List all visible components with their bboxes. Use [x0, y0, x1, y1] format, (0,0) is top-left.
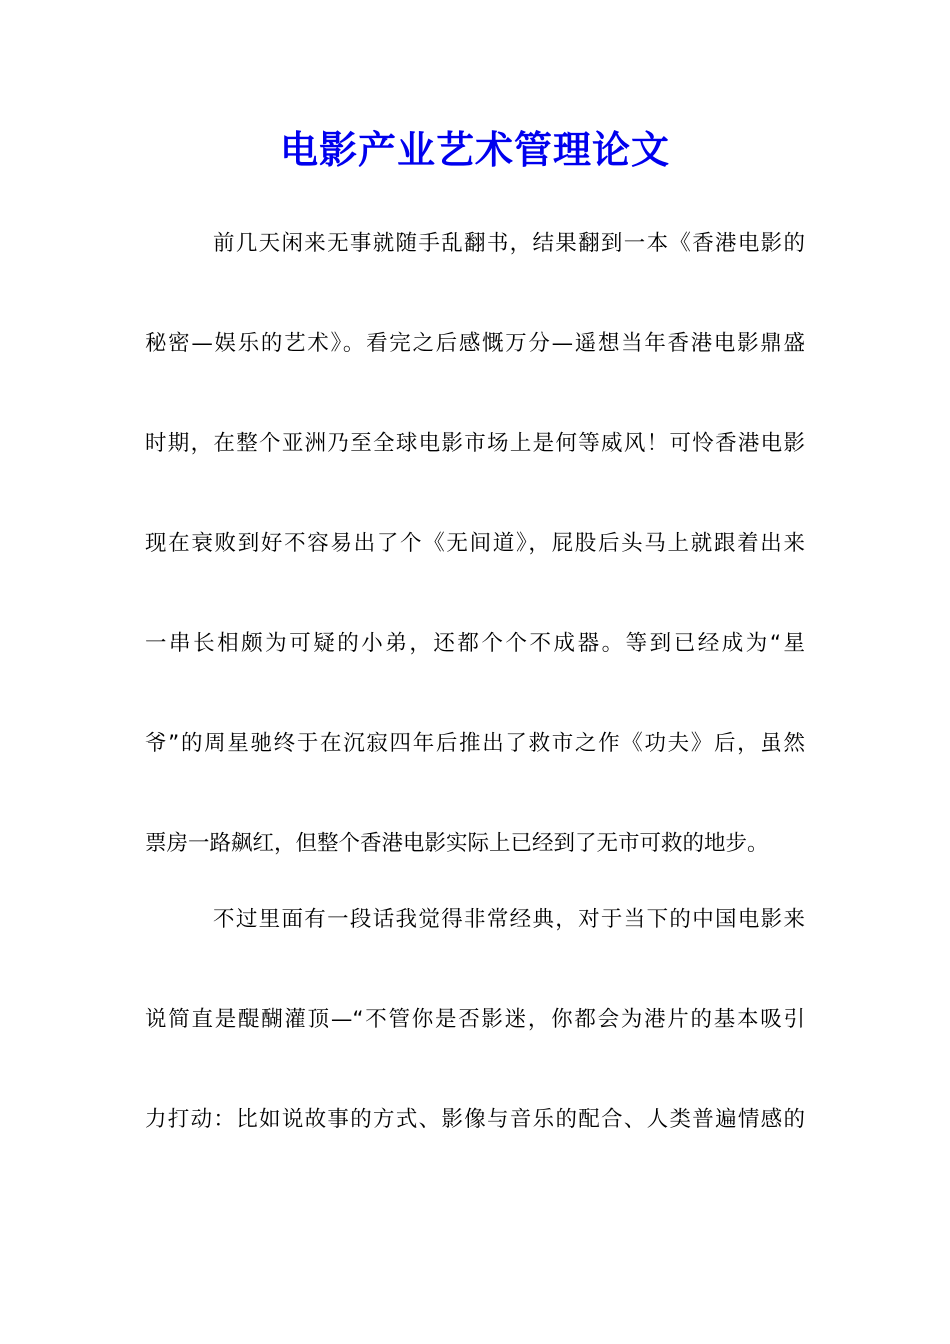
paragraph-line: 现在衰败到好不容易出了个《无间道》，屁股后头马上就跟着出来: [145, 531, 805, 556]
paragraph-line: 力打动：比如说故事的方式、影像与音乐的配合、人类普遍情感的: [145, 1107, 805, 1132]
paragraph-line: 一串长相颇为可疑的小弟，还都个个不成器。等到已经成为“星: [145, 631, 805, 656]
paragraph-1: [145, 194, 805, 894]
paragraph-line: 前几天闲来无事就随手乱翻书，结果翻到一本《香港电影的: [213, 231, 805, 256]
paragraph-line: 爷”的周星驰终于在沉寂四年后推出了救市之作《功夫》后，虽然: [145, 731, 805, 756]
paragraph-2: [145, 870, 805, 1170]
paragraph-line: 秘密—娱乐的艺术》。看完之后感慨万分—遥想当年香港电影鼎盛: [145, 331, 805, 356]
document-title: 电影产业艺术管理论文: [279, 127, 670, 172]
paragraph-line: 时期，在整个亚洲乃至全球电影市场上是何等威风！可怜香港电影: [145, 431, 805, 456]
paragraph-line: 不过里面有一段话我觉得非常经典，对于当下的中国电影来: [213, 907, 805, 932]
paragraph-line: 说简直是醍醐灌顶—“不管你是否影迷，你都会为港片的基本吸引: [145, 1007, 805, 1032]
paragraph-line: 票房一路飙红，但整个香港电影实际上已经到了无市可救的地步。: [145, 831, 769, 856]
